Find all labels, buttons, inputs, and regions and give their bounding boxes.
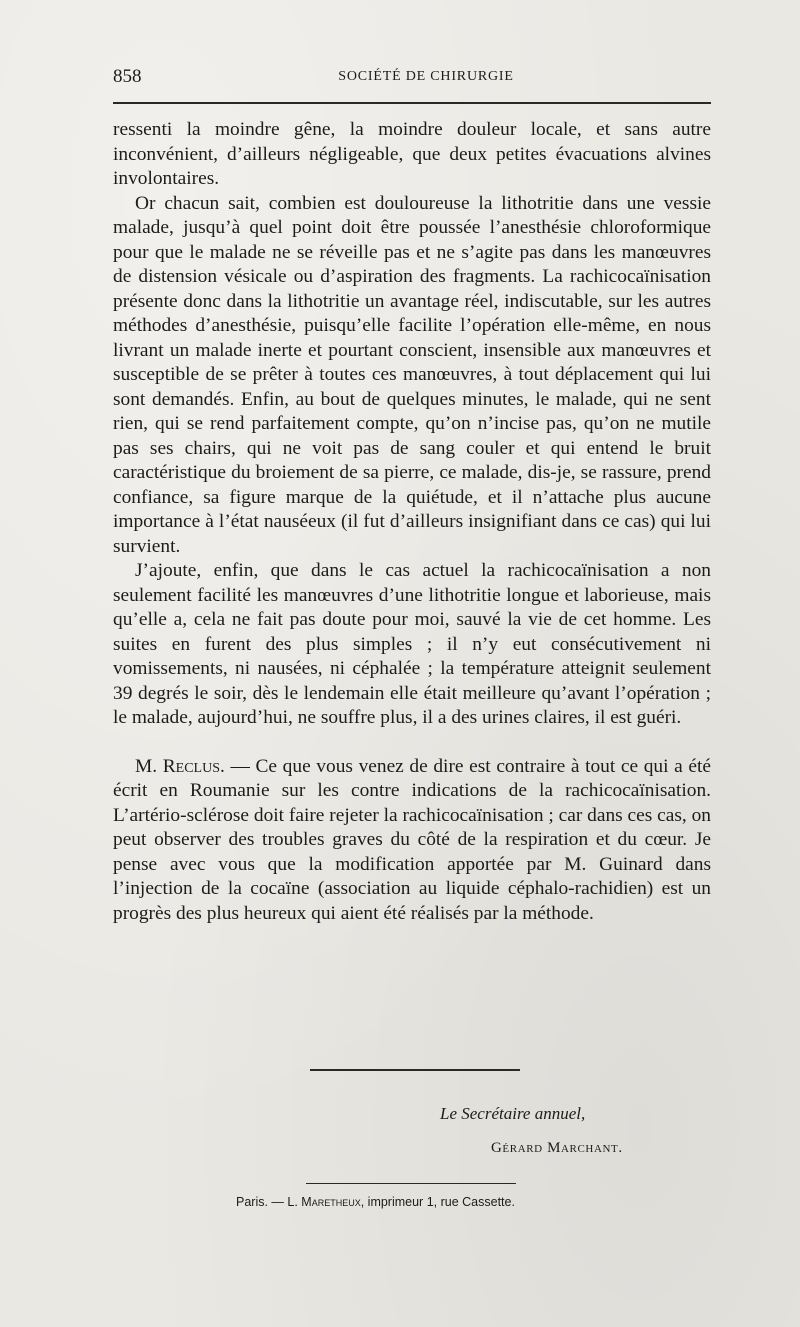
- running-title: SOCIÉTÉ DE CHIRURGIE: [338, 69, 514, 84]
- running-head: [113, 66, 711, 90]
- speaker-name: M. Reclus.: [135, 755, 225, 777]
- signature-name: Gérard Marchant.: [491, 1140, 623, 1156]
- reclus-remark: — Ce que vous venez de dire est contraire à tout ce qui a été écrit en Roumanie sur les contre indications de la rachicocaïnisation. L’artério-sclérose doit faire rejeter la rachicocaïnisation ; car dans ces cas, on peut observer des troubles graves du côté de la respiration et du cœur. Je pense avec vous que la modification apportée par M. Guinard dans l’injection de la cocaïne (association au liquide céphalo-rachidien) est un progrès des plus heureux qui aient été réalisés par la méthode.: [113, 755, 711, 924]
- imprint-rule: [306, 1183, 516, 1184]
- section-divider: [310, 1069, 520, 1071]
- paragraph-continuation: ressenti la moindre gêne, la moindre douleur locale, et sans autre inconvénient, d’ailleurs négligeable, que deux petites évacuations alvines involontaires.: [113, 119, 711, 189]
- imprint-prefix: Paris. — L.: [236, 1195, 302, 1209]
- signature-role: Le Secrétaire annuel,: [440, 1104, 586, 1123]
- imprint-printer: Maretheux: [301, 1195, 361, 1209]
- body-text: [113, 118, 711, 926]
- page-number: 858: [113, 66, 142, 87]
- printer-imprint: [236, 1195, 515, 1209]
- paragraph-j-ajoute: J’ajoute, enfin, que dans le cas actuel la rachicocaïnisation a non seulement facilité les manœuvres d’une lithotritie longue et laborieuse, mais qu’elle a, cela ne fait pas doute pour moi, sauvé la vie de cet homme. Les suites en furent des plus simples ; il n’y eut consécutivement ni vomissements, ni nausées, ni céphalée ; la température atteignit seulement 39 degrés le soir, dès le lendemain elle était meilleure qu’avant l’opération ; le malade, aujourd’hui, ne souffre plus, il a des urines claires, il est guéri.: [113, 560, 711, 728]
- paragraph-lithotritie: Or chacun sait, combien est douloureuse la lithotritie dans une vessie malade, jusqu’à quel point doit être poussée l’anesthésie chloroformique pour que le malade ne se réveille pas et ne s’agite pas dans les manœuvres de distension vésicale ou d’aspiration des fragments. La rachicocaïnisation présente donc dans la lithotritie un avantage réel, indiscutable, sur les autres méthodes d’anesthésie, puisqu’elle facilite l’opération elle-même, en nous livrant un malade inerte et pourtant conscient, insensible aux manœuvres et susceptible de se prêter à toutes ces manœuvres, à tout déplacement qui lui sont demandés. Enfin, au bout de quelques minutes, le malade, qui ne sent rien, qui se rend parfaitement compte, qu’on n’incise pas, qu’on ne mutile pas ses chairs, qui ne voit pas de sang couler et qui entend le bruit caractéristique du broiement de sa pierre, ce malade, dis-je, se rassure, prend confiance, sa figure marque de la quiétude, et il n’attache plus aucune importance à l’état nauséeux (il fut d’ailleurs insignifiant dans ce cas) qui lui survient.: [113, 192, 711, 557]
- paragraph-reclus: [113, 755, 711, 927]
- header-rule: [113, 102, 711, 104]
- imprint-suffix: , imprimeur 1, rue Cassette.: [360, 1195, 515, 1209]
